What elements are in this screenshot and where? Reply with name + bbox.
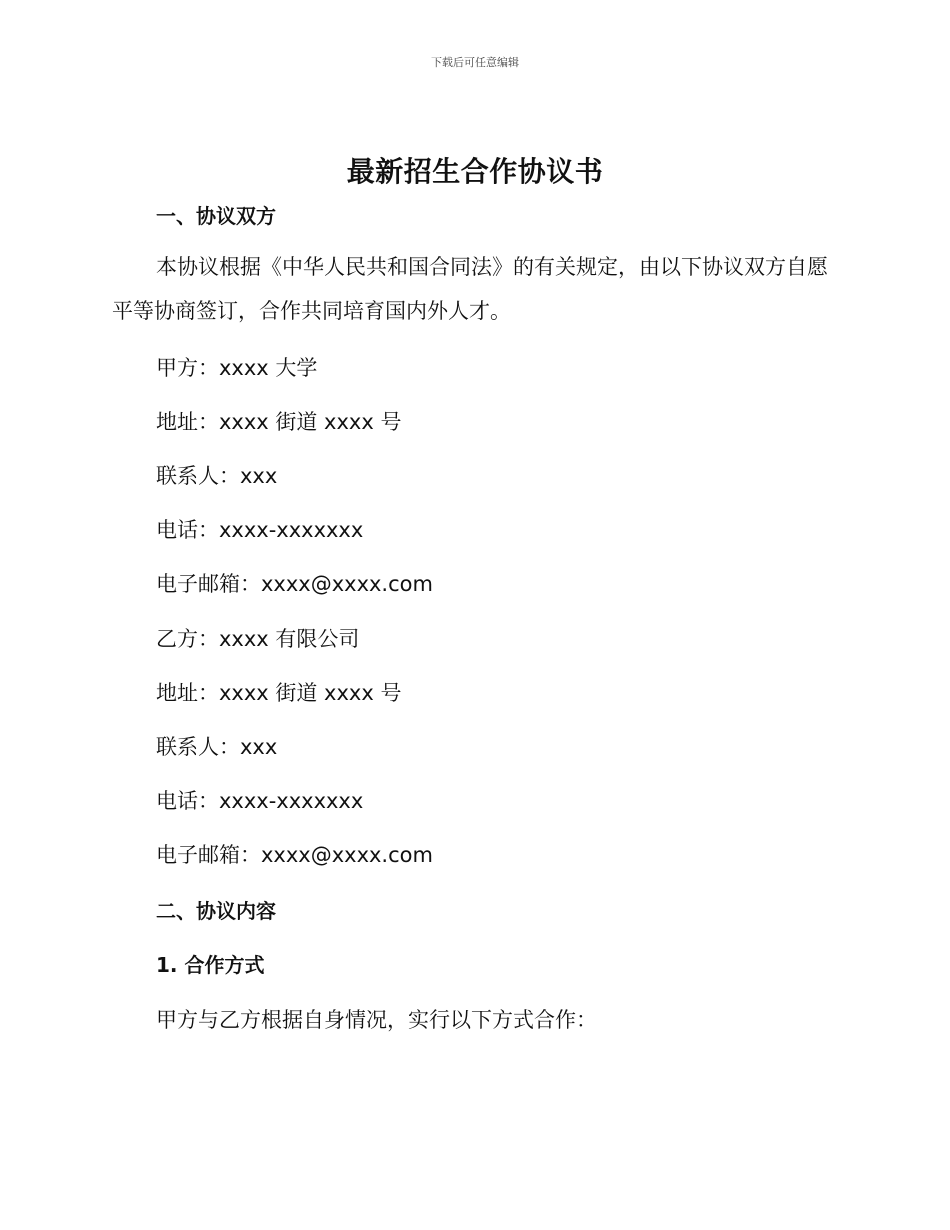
party-b-contact-label: 联系人： — [156, 735, 240, 759]
document-title: 最新招生合作协议书 — [346, 155, 604, 188]
party-a-email — [156, 568, 433, 598]
party-b-name-value: xxxx 有限公司 — [219, 627, 360, 651]
party-a-contact — [156, 460, 277, 490]
party-b-phone-label: 电话： — [156, 789, 219, 813]
party-b-email-label: 电子邮箱： — [156, 843, 261, 867]
party-b-phone-value: xxxx-xxxxxxx — [219, 789, 364, 813]
intro-paragraph: 本协议根据《中华人民共和国合同法》的有关规定，由以下协议双方自愿平等协商签订，合作共同培育国内外人才。 — [112, 255, 828, 323]
party-b-contact — [156, 731, 277, 761]
party-a-phone — [156, 514, 363, 544]
party-a-phone-label: 电话： — [156, 518, 219, 542]
party-a-name-value: xxxx 大学 — [219, 356, 318, 380]
party-a-name — [156, 352, 317, 382]
section-heading-content: 二、协议内容 — [156, 899, 276, 923]
party-a-address-value: xxxx 街道 xxxx 号 — [219, 410, 402, 434]
party-b-email-value: xxxx@xxxx.com — [261, 843, 433, 867]
party-a-email-label: 电子邮箱： — [156, 572, 261, 596]
party-b-name — [156, 623, 359, 653]
party-a-phone-value: xxxx-xxxxxxx — [219, 518, 364, 542]
party-b-email — [156, 839, 433, 869]
party-b-contact-value: xxx — [240, 735, 278, 759]
party-b-address-label: 地址： — [156, 681, 219, 705]
party-b-name-label: 乙方： — [156, 627, 219, 651]
cooperation-intro-text: 甲方与乙方根据自身情况，实行以下方式合作： — [156, 1008, 597, 1032]
page-header-note: 下载后可任意编辑 — [431, 56, 519, 69]
party-b-address — [156, 677, 401, 707]
party-a-contact-label: 联系人： — [156, 464, 240, 488]
party-a-address-label: 地址： — [156, 410, 219, 434]
party-a-address — [156, 406, 401, 436]
subsection-heading-cooperation: 1. 合作方式 — [156, 953, 265, 977]
section-heading-parties: 一、协议双方 — [156, 204, 276, 228]
party-b-phone — [156, 785, 363, 815]
party-a-name-label: 甲方： — [156, 356, 219, 380]
party-a-contact-value: xxx — [240, 464, 278, 488]
party-b-address-value: xxxx 街道 xxxx 号 — [219, 681, 402, 705]
party-a-email-value: xxxx@xxxx.com — [261, 572, 433, 596]
